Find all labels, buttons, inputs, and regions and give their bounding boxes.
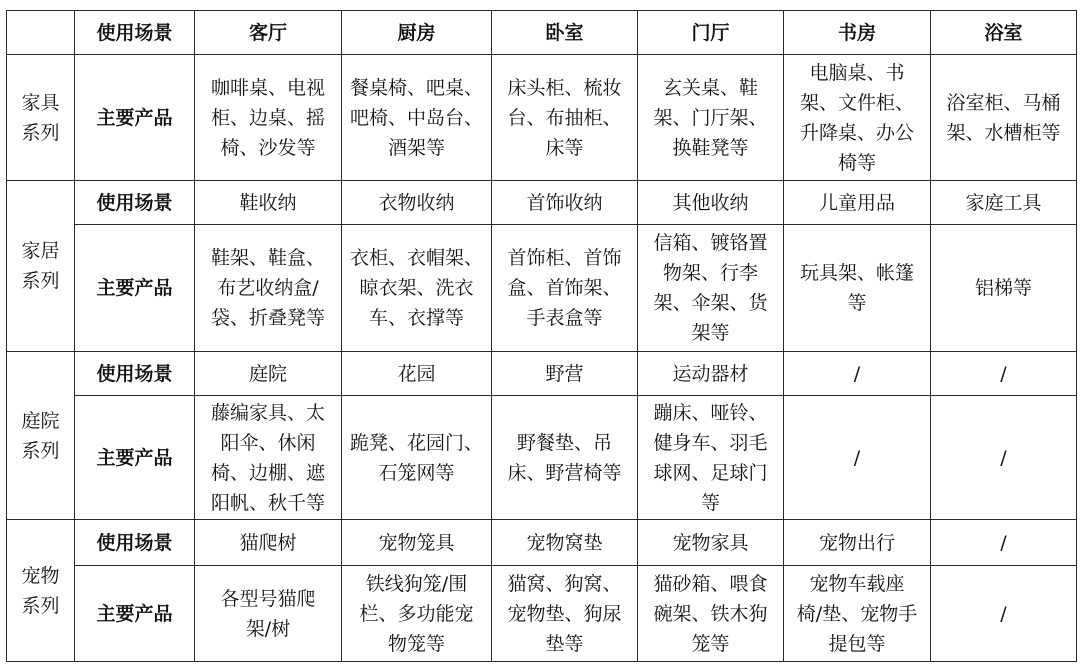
room-cell: 厨房 xyxy=(342,11,492,55)
product-cell: 玩具架、帐篷 等 xyxy=(784,225,931,352)
household-products-row xyxy=(7,225,1077,352)
product-cell: 咖啡桌、电视 柜、边桌、摇 椅、沙发等 xyxy=(195,55,342,181)
product-cell: 鞋架、鞋盒、 布艺收纳盒/ 袋、折叠凳等 xyxy=(195,225,342,352)
pet-products-row xyxy=(7,566,1077,662)
series-label-furniture: 家具 系列 xyxy=(7,55,75,181)
product-cell: 浴室柜、马桶 架、水槽柜等 xyxy=(931,55,1077,181)
product-cell: 跪凳、花园门、 石笼网等 xyxy=(342,396,492,520)
product-cell: 床头柜、梳妆 台、布抽柜、 床等 xyxy=(492,55,638,181)
scene-cell: / xyxy=(931,352,1077,396)
row-label-scene: 使用场景 xyxy=(75,181,195,225)
pet-scene-row xyxy=(7,520,1077,566)
product-cell: 衣柜、衣帽架、 晾衣架、洗衣 车、衣撑等 xyxy=(342,225,492,352)
series-label-household: 家居 系列 xyxy=(7,181,75,352)
room-cell: 浴室 xyxy=(931,11,1077,55)
room-cell: 门厅 xyxy=(638,11,784,55)
product-cell: 首饰柜、首饰 盒、首饰架、 手表盒等 xyxy=(492,225,638,352)
scene-cell: 宠物笼具 xyxy=(342,520,492,566)
scene-cell: 其他收纳 xyxy=(638,181,784,225)
product-cell: 信箱、镀铬置 物架、行李 架、伞架、货 架等 xyxy=(638,225,784,352)
product-cell: / xyxy=(931,566,1077,662)
scene-cell: 首饰收纳 xyxy=(492,181,638,225)
garden-scene-row xyxy=(7,352,1077,396)
product-cell: 电脑桌、书 架、文件柜、 升降桌、办公 椅等 xyxy=(784,55,931,181)
scene-cell: 宠物出行 xyxy=(784,520,931,566)
product-cell: 猫砂箱、喂食 碗架、铁木狗 笼等 xyxy=(638,566,784,662)
room-cell: 客厅 xyxy=(195,11,342,55)
furniture-products-row xyxy=(7,55,1077,181)
row-label-products: 主要产品 xyxy=(75,55,195,181)
product-cell: 野餐垫、吊 床、野营椅等 xyxy=(492,396,638,520)
product-cell: 各型号猫爬 架/树 xyxy=(195,566,342,662)
row-label-products: 主要产品 xyxy=(75,396,195,520)
scene-cell: 花园 xyxy=(342,352,492,396)
scene-cell: 野营 xyxy=(492,352,638,396)
room-cell: 书房 xyxy=(784,11,931,55)
scene-cell: 衣物收纳 xyxy=(342,181,492,225)
product-cell: 猫窝、狗窝、 宠物垫、狗尿 垫等 xyxy=(492,566,638,662)
product-cell: 餐桌椅、吧桌、 吧椅、中岛台、 酒架等 xyxy=(342,55,492,181)
scene-cell: 家庭工具 xyxy=(931,181,1077,225)
garden-products-row xyxy=(7,396,1077,520)
scene-cell: 宠物家具 xyxy=(638,520,784,566)
scene-cell: 宠物窝垫 xyxy=(492,520,638,566)
product-cell: / xyxy=(931,396,1077,520)
header-row xyxy=(7,11,1077,55)
product-cell: 蹦床、哑铃、 健身车、羽毛 球网、足球门 等 xyxy=(638,396,784,520)
row-label-products: 主要产品 xyxy=(75,225,195,352)
scene-cell: 儿童用品 xyxy=(784,181,931,225)
scene-cell: 运动器材 xyxy=(638,352,784,396)
product-cell: 宠物车载座 椅/垫、宠物手 提包等 xyxy=(784,566,931,662)
product-cell: 铁线狗笼/围 栏、多功能宠 物笼等 xyxy=(342,566,492,662)
product-cell: 玄关桌、鞋 架、门厅架、 换鞋凳等 xyxy=(638,55,784,181)
scene-cell: / xyxy=(931,520,1077,566)
product-matrix-table xyxy=(6,10,1077,662)
row-label-products: 主要产品 xyxy=(75,566,195,662)
series-label-garden: 庭院 系列 xyxy=(7,352,75,520)
scene-cell: / xyxy=(784,352,931,396)
product-cell: / xyxy=(784,396,931,520)
scene-cell: 猫爬树 xyxy=(195,520,342,566)
series-label-pet: 宠物 系列 xyxy=(7,520,75,662)
row-label-scene: 使用场景 xyxy=(75,520,195,566)
scene-cell: 鞋收纳 xyxy=(195,181,342,225)
room-cell: 卧室 xyxy=(492,11,638,55)
scene-cell: 庭院 xyxy=(195,352,342,396)
header-label-cell: 使用场景 xyxy=(75,11,195,55)
product-cell: 藤编家具、太 阳伞、休闲 椅、边棚、遮 阳帆、秋千等 xyxy=(195,396,342,520)
row-label-scene: 使用场景 xyxy=(75,352,195,396)
corner-cell xyxy=(7,11,75,55)
product-cell: 铝梯等 xyxy=(931,225,1077,352)
household-scene-row xyxy=(7,181,1077,225)
